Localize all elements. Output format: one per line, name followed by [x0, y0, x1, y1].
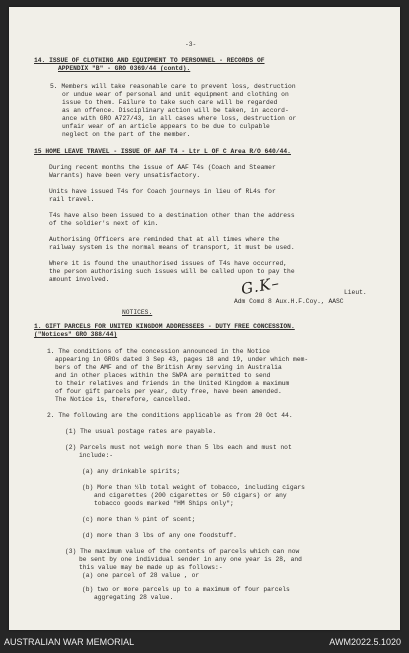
text-line: as an offence. Disciplinary action will be taken, in accord- — [62, 107, 289, 114]
text-line: ance with GRO A727/43, in all cases where loss, destruction or — [62, 115, 297, 122]
section-14-title-cont: APPENDIX "B" - GRO 0369/44 (contd). — [58, 65, 191, 72]
text-line: Where it is found the unauthorised issues of T4s have occurred, — [49, 260, 288, 267]
signature-name: Adm Comd 8 Aux.H.F.Coy., AASC — [234, 298, 344, 305]
text-line: be sent by one individual sender in any one year is 28, and — [79, 556, 302, 563]
text-line: T4s have also been issued to a destination other than the address — [49, 212, 295, 219]
text-line: (2) Parcels must not weigh more than 5 lbs each and must not — [65, 444, 292, 451]
text-line: unfair wear of an article appears to be due to culpable — [62, 123, 270, 130]
signature-rank: Lieut. — [344, 289, 367, 296]
list-item-cont: tobacco goods marked "HM Ships only"; — [94, 500, 234, 507]
list-item: (c) more than ½ pint of scent; — [82, 516, 196, 523]
text-line: include:- — [79, 452, 114, 459]
text-line: issue to them. Failure to take such care will be regarded — [62, 99, 278, 106]
text-line: to their relatives and friends in the United Kingdom a maximum — [55, 380, 290, 387]
list-item: (a) one parcel of 28 value , or — [82, 572, 200, 579]
text-line: the person authorising such issues will be called upon to pay the — [49, 268, 295, 275]
text-line: or undue wear of personal and unit equipment and clothing on — [62, 91, 289, 98]
text-line: During recent months the issue of AAF T4s (Coach and Steamer — [49, 164, 276, 171]
text-line: railway system is the normal means of transport, it must be used. — [49, 244, 295, 251]
notice-1-title-cont: ("Notices" GRO 388/44) — [34, 331, 118, 338]
footer-source: AUSTRALIAN WAR MEMORIAL — [4, 637, 135, 647]
footer-reference: AWM2022.5.1020 — [329, 637, 401, 647]
text-line: 5. Members will take reasonable care to prevent loss, destruction — [50, 83, 296, 90]
list-item: (a) any drinkable spirits; — [82, 468, 181, 475]
notice-1-title: 1. GIFT PARCELS FOR UNITED KINGDOM ADDRESSEES - DUTY FREE CONCESSION. — [34, 323, 295, 330]
archive-footer — [0, 636, 409, 653]
text-line: this value may be made up as follows:- — [79, 564, 223, 571]
text-line: Warrants) have been very unsatisfactory. — [49, 172, 201, 179]
notice-1-item-2: 2. The following are the conditions applicable as from 20 Oct 44. — [47, 412, 293, 419]
text-line: Units have issued T4s for Coach journeys in lieu of RL4s for — [49, 188, 276, 195]
list-item: (d) more than 3 lbs of any one foodstuff. — [82, 532, 237, 539]
document-page — [9, 7, 400, 630]
section-15-title: 15 HOME LEAVE TRAVEL - ISSUE OF AAF T4 - Ltr L OF C Area R/O 640/44. — [34, 148, 291, 155]
list-item-cont: aggregating 28 value. — [94, 594, 174, 601]
text-line: and in other places within the SWPA are permitted to send — [55, 372, 271, 379]
text-line: The Notice is, therefore, cancelled. — [55, 396, 192, 403]
text-line: appearing in GROs dated 3 Sep 43, pages 18 and 19, under which mem- — [55, 356, 309, 363]
text-line: bers of the AMF and of the British Army serving in Australia — [55, 364, 282, 371]
text-line: (3) The maximum value of the contents of parcels which can now — [65, 548, 300, 555]
list-item: (b) More than ½lb total weight of tobacco, including cigars — [82, 484, 305, 491]
text-line: Authorising Officers are reminded that at all times where the — [49, 236, 280, 243]
list-item-cont: and cigarettes (200 cigarettes or 50 cigars) or any — [94, 492, 287, 499]
notices-heading: NOTICES. — [122, 309, 153, 316]
handwritten-signature: G.K– — [239, 273, 282, 299]
text-line: of four gift parcels per year, duty free, have been amended. — [55, 388, 282, 395]
condition-1: (1) The usual postage rates are payable. — [65, 428, 217, 435]
page-number: -3- — [185, 41, 197, 48]
text-line: amount involved. — [49, 276, 110, 283]
text-line: 1. The conditions of the concession announced in the Notice — [47, 348, 270, 355]
list-item: (b) two or more parcels up to a maximum of four parcels — [82, 586, 290, 593]
text-line: of the soldier's next of kin. — [49, 220, 159, 227]
section-14-title: 14. ISSUE OF CLOTHING AND EQUIPMENT TO PERSONNEL - RECORDS OF — [34, 57, 265, 64]
text-line: neglect on the part of the member. — [62, 131, 191, 138]
text-line: rail travel. — [49, 196, 95, 203]
